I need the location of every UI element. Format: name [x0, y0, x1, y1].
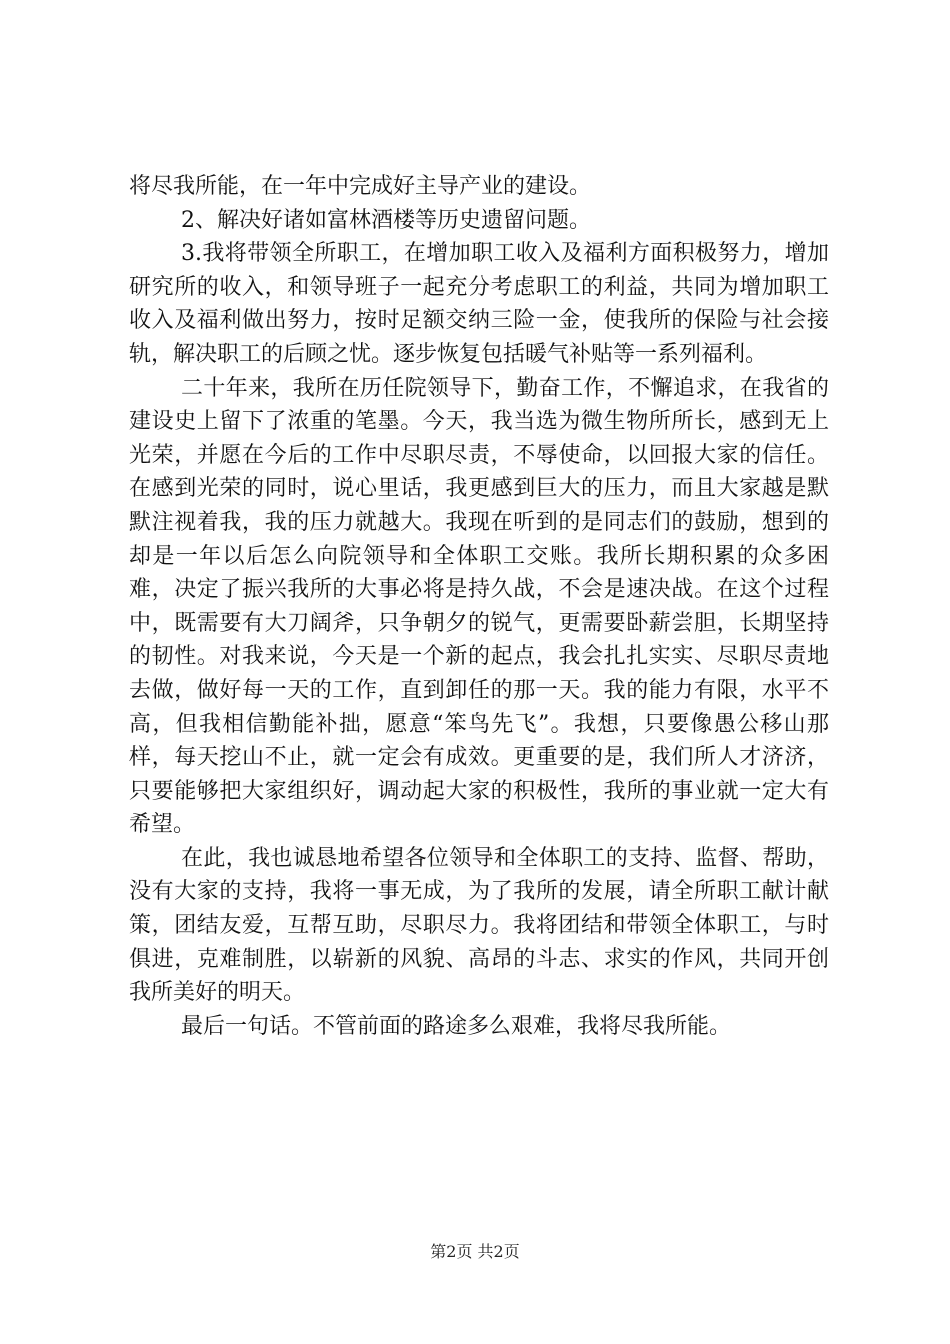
paragraph-twenty-years: 二十年来，我所在历任院领导下，勤奋工作，不懈追求，在我省的建设史上留下了浓重的笔墨。今天，我当选为微生物所所长，感到无上光荣，并愿在今后的工作中尽职尽责，不辱使命，以回报大家的信任。在感到光荣的同时，说心里话，我更感到巨大的压力，而且大家越是默默注视着我，我的压力就越大。我现在听到的是同志们的鼓励，想到的却是一年以后怎么向院领导和全体职工交账。我所长期积累的众多困难，决定了振兴我所的大事必将是持久战，不会是速决战。在这个过程中，既需要有大刀阔斧，只争朝夕的锐气，更需要卧薪尝胆，长期坚持的韧性。对我来说，今天是一个新的起点，我会扎扎实实、尽职尽责地去做，做好每一天的工作，直到卸任的那一天。我的能力有限，水平不高，但我相信勤能补拙，愿意“笨鸟先飞”。我想，只要像愚公移山那样，每天挖山不止，就一定会有成效。更重要的是，我们所人才济济，只要能够把大家组织好，调动起大家的积极性，我所的事业就一定大有希望。	[129, 375, 829, 838]
paragraph-continuation: 将尽我所能，在一年中完成好主导产业的建设。	[129, 174, 592, 199]
page-number-footer: 第2页 共2页	[430, 1242, 520, 1261]
paragraph-item-3: 3.我将带领全所职工，在增加职工收入及福利方面积极努力，增加研究所的收入，和领导班子一起充分考虑职工的利益，共同为增加职工收入及福利做出努力，按时足额交纳三险一金，使我所的保险与社会接轨，解决职工的后顾之忧。逐步恢复包括暖气补贴等一系列福利。	[129, 241, 829, 367]
paragraph-closing: 最后一句话。不管前面的路途多么艰难，我将尽我所能。	[181, 1013, 732, 1039]
paragraph-request-support: 在此，我也诚恳地希望各位领导和全体职工的支持、监督、帮助，没有大家的支持，我将一事无成，为了我所的发展，请全所职工献计献策，团结友爱，互帮互助，尽职尽力。我将团结和带领全体职工，与时俱进，克难制胜，以崭新的风貌、高昂的斗志、求实的作风，共同开创我所美好的明天。	[129, 845, 829, 1006]
paragraph-item-2: 2、解决好诸如富林酒楼等历史遗留问题。	[181, 207, 591, 233]
document-body	[129, 170, 829, 1043]
